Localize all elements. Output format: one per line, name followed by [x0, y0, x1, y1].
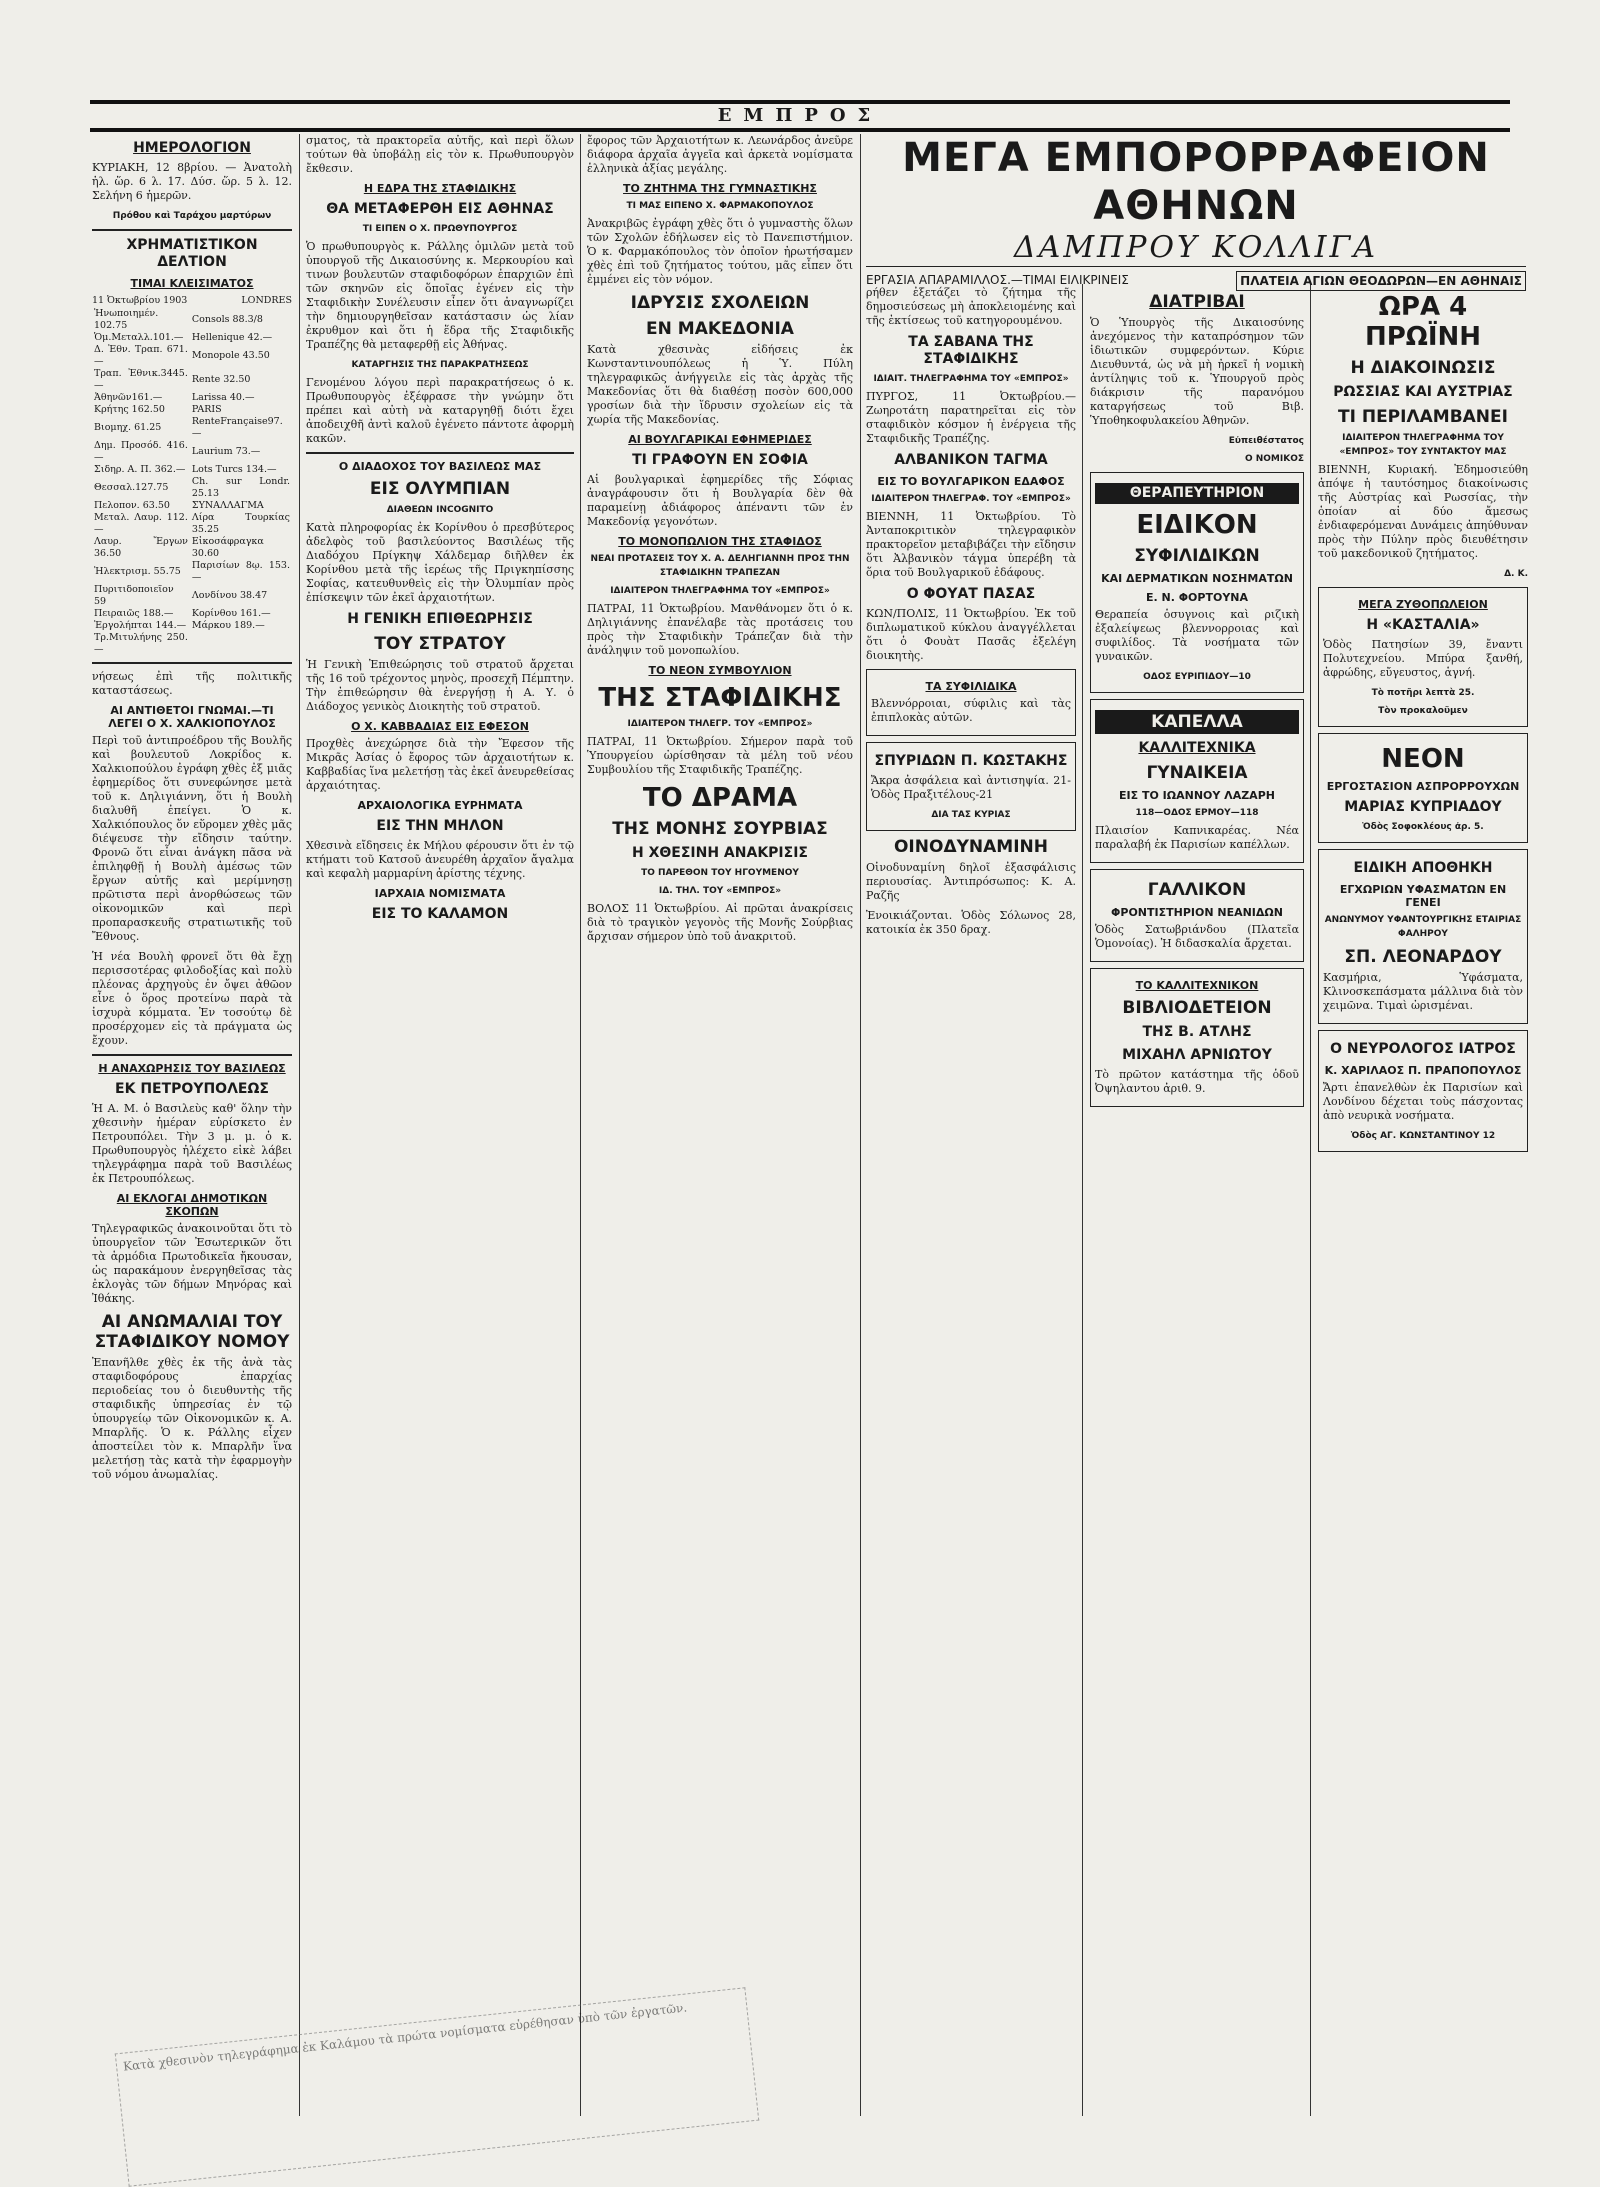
advertisement — [1318, 849, 1528, 1024]
king-body: Ἡ Α. Μ. ὁ Βασιλεὺς καθ' ὅλην τὴν χθεσινὴν ἡμέραν εὑρίσκετο ἐν Πετρουπόλει. Τὴν 3 μ. μ. ὁ κ. Πρωθυπουργὸς ἠλέχετο εἰκὲ λάβει τηλεγράφημα παρὰ τοῦ Βασιλέως ἐκ Πετρουπόλεως. — [92, 1102, 292, 1185]
market-cell-athens: Τραπ. Ἐθνικ.3445.— — [94, 368, 188, 391]
column-rule — [299, 134, 300, 2116]
article-heading: Ο ΦΟΥΑΤ ΠΑΣΑΣ — [906, 586, 1036, 602]
market-cell-athens: Λαυρ. Ἔργων 36.50 — [94, 536, 188, 559]
divider — [306, 452, 574, 454]
article-subheading: ΤΟ ΠΑΡΕΘΟΝ ΤΟΥ ΗΓΟΥΜΕΝΟΥ — [641, 868, 799, 878]
market-row — [92, 620, 292, 632]
article-heading: ΙΔΡΥΣΙΣ ΣΧΟΛΕΙΩΝ — [630, 293, 810, 313]
article-heading: ΤΟ ΝΕΟΝ ΣΥΜΒΟΥΛΙΟΝ — [648, 664, 792, 677]
king-heading: Η ΑΝΑΧΩΡΗΣΙΣ ΤΟΥ ΒΑΣΙΛΕΩΣ — [98, 1062, 286, 1075]
article-heading: ΤΟ ΔΡΑΜΑ — [642, 783, 798, 813]
article-subheading: ΙΔΙΑΙΤΕΡΟΝ ΤΗΛΕΓΡ. ΤΟΥ «ΕΜΠΡΟΣ» — [627, 719, 813, 729]
market-cell-athens: Τρ.Μιτυλήνης 250.— — [94, 632, 188, 655]
calendar-heading: ΗΜΕΡΟΛΟΓΙΟΝ — [133, 140, 251, 156]
antitheton-heading: ΑΙ ΑΝΤΙΘΕΤΟΙ ΓΝΩΜΑΙ.—ΤΙ ΛΕΓΕΙ Ο Χ. ΧΑΛΚΙΟΠΟΥΛΟΣ — [108, 704, 276, 730]
article-heading: ΑΛΒΑΝΙΚΟΝ ΤΑΓΜΑ — [894, 452, 1048, 468]
market-cell-foreign: Μάρκου 189.— — [191, 620, 265, 631]
market-cell-foreign: Monopole 43.50 — [191, 350, 270, 361]
article-body: Κατὰ πληροφορίας ἐκ Κορίνθου ὁ πρεσβύτερος ἀδελφὸς τοῦ βασιλεύοντος Βασιλέως τῆς Διαδόχου Πρίγκηψ Χάλδεμαρ διῆλθεν ἐκ Κορίνθου μετὰ τῆς ἱερέως τῆς Πριγκηπίσσης Σοφίας, κατευθυνθεὶς εἰς τὴν Ὀλυμπίαν πρὸς ἐπίσκεψιν τῶν ἐκεῖ ἀρχαιοτήτων. — [306, 521, 574, 604]
banner-right: ΠΛΑΤΕΙΑ ΑΓΙΩΝ ΘΕΟΔΩΡΩΝ—ΕΝ ΑΘΗΝΑΙΣ — [1236, 271, 1526, 291]
market-table — [92, 308, 292, 656]
article-body: ΒΙΕΝΝΗ, 11 Ὀκτωβρίου. Τὸ Ἀνταποκριτικὸν τηλεγραφικὸν πρακτορεῖον μεταβιβάζει τὴν εἴδησιν ὅτι Ἀλβανικὸν τάγμα ὑπερέβη τὰ ὅρια τοῦ Βουλγαρικοῦ ἐδάφους. — [866, 510, 1076, 579]
prices-heading: ΤΙΜΑΙ ΚΛΕΙΣΙΜΑΤΟΣ — [130, 277, 254, 290]
market-row — [92, 308, 292, 332]
ad-line: ΕΙΔΙΚΟΝ — [1136, 510, 1258, 540]
ad-address: Ὁδὸς Σοφοκλέους ἀρ. 5. — [1362, 822, 1484, 832]
slip-text: Κατὰ χθεσινὸν τηλεγράφημα ἐκ Καλάμου τὰ πρώτα νομίσματα εὑρέθησαν ὑπὸ τῶν ἐργατῶν. — [122, 2000, 688, 2074]
advertisement — [1090, 968, 1304, 1107]
article-body: Χθεσινὰ εἴδησεις ἐκ Μήλου φέρουσιν ὅτι ἐν τῷ κτήματι τοῦ Κατσοῦ ἀνευρέθη ἀρχαῖον ἄγαλμα καὶ κεφαλὴ μαρμαρίνη ἀρίστης τέχνης. — [306, 839, 574, 880]
banner-ad — [866, 134, 1526, 288]
article-heading: ΘΑ ΜΕΤΑΦΕΡΘΗ ΕΙΣ ΑΘΗΝΑΣ — [326, 201, 554, 217]
market-row — [92, 440, 292, 464]
market-row — [92, 584, 292, 608]
ad-line: ΜΙΧΑΗΛ ΑΡΝΙΩΤΟΥ — [1122, 1047, 1272, 1063]
market-dateline — [92, 294, 292, 308]
ad-subtitle: ΔΙΑ ΤΑΣ ΚΥΡΙΑΣ — [931, 810, 1011, 820]
market-row — [92, 404, 292, 416]
article-body: ΠΑΤΡΑΙ, 11 Ὀκτωβρίου. Μανθάνομεν ὅτι ὁ κ. Δηλιγιάννης ἐπανέλαβε τὰς προτάσεις του πρὸς τὴν Σταφιδικὴν Τράπεζαν διὰ τὴν ἀνάληψιν τοῦ μονοπωλίου. — [587, 602, 853, 657]
advertisement — [1318, 587, 1528, 727]
ad-text: Πλαισίον Καπνικαρέας. Νέα παραλαβή ἐκ Παρισίων καπέλλων. — [1095, 824, 1299, 851]
market-heading: ΧΡΗΜΑΤΙΣΤΙΚΟΝ ΔΕΛΤΙΟΝ — [126, 237, 258, 270]
article-subheading: Η ΧΘΕΣΙΝΗ ΑΝΑΚΡΙΣΙΣ — [632, 845, 808, 861]
ad-line: ΕΓΧΩΡΙΩΝ ΥΦΑΣΜΑΤΩΝ ΕΝ ΓΕΝΕΙ — [1339, 883, 1507, 909]
ad-title: ΤΟ ΚΑΛΛΙΤΕΧΝΙΚΟΝ — [1135, 979, 1259, 992]
column-rule — [1310, 284, 1311, 2116]
market-cell-athens: Μεταλ. Λαυρ. 112.— — [94, 512, 188, 535]
article-body: ΒΙΕΝΝΗ, Κυριακή. Ἐδημοσιεύθη ἀπόψε ἡ ταυτόσημος διακοίνωσις τῆς Αὐστρίας καὶ Ρωσσίας, τὴν ὁποίαν αἱ δύο ἄμεσως ἐνδιαφερόμεναι Δυνάμεις ἀπηύθυναν πρὸς τὴν Πύλην πρὸς διευθέτησιν τοῦ μακεδονικοῦ ζητήματος. — [1318, 463, 1528, 560]
market-cell-foreign: Laurium 73.— — [191, 446, 261, 457]
market-row — [92, 560, 292, 584]
advertisement — [1318, 733, 1528, 843]
ad-title: ΕΙΔΙΚΗ ΑΠΟΘΗΚΗ — [1353, 860, 1493, 876]
article-heading: ΤΗΣ ΣΤΑΦΙΔΙΚΗΣ — [598, 683, 842, 713]
article-body: Ἀνακριβῶς ἐγράφη χθὲς ὅτι ὁ γυμναστὴς ὅλων τῶν Σχολῶν ἐδήλωσεν εἰς τὸ Πανεπιστήμιον. Ὁ κ. Φαρμακόπουλος τὸν ὁποῖον ἠρωτήσαμεν χθὲς ἐπὶ τοῦ ζητήματος τούτου, μᾶς εἶπεν ὅτι ἐμμένει εἰς τὸν νόμον. — [587, 217, 853, 286]
ad-text: Ἄρτι ἐπανελθὼν ἐκ Παρισίων καὶ Λονδίνου δέχεται τοὺς πάσχοντας ἀπὸ νευρικὰ νοσήματα. — [1323, 1081, 1523, 1122]
ad-line: ΑΝΩΝΥΜΟΥ ΥΦΑΝΤΟΥΡΓΙΚΗΣ ΕΤΑΙΡΙΑΣ ΦΑΛΗΡΟΥ — [1324, 915, 1522, 939]
market-cell-athens: Ἠλεκτρισμ. 55.75 — [94, 566, 181, 577]
banner-title: ΜΕΓΑ ΕΜΠΟΡΟΡΡΑΦΕΙΟΝ ΑΘΗΝΩΝ — [902, 135, 1490, 229]
column-1 — [92, 134, 292, 2116]
article-body: Ὁ Ὑπουργὸς τῆς Δικαιοσύνης ἀνεχόμενος τὴν καταπρόσημον τῶν ἰδιωτικῶν συμφερόντων. Κύριε Διευθυντά, ὡς νὰ μὴ ἠρκεῖ ἡ νομικὴ ἀντίληψις τοῦ κ. Ὑπουργοῦ πρὸς διάκρισιν τῆς παρανόμου καταργήσεως τοῦ Βιβ. Ὑποθηκοφυλακείου Ἀθηνῶν. — [1090, 316, 1304, 427]
lead-text: ἔφορος τῶν Ἀρχαιοτήτων κ. Λεωνάρδος ἀνεῦρε διάφορα ἀρχαῖα ἀγγεῖα καὶ ἀρκετὰ νομίσματα ἑλληνικὰ ἀξίας μεγάλης. — [587, 134, 853, 175]
lead-text: νήσεως ἐπὶ τῆς πολιτικῆς καταστάσεως. — [92, 670, 292, 697]
article-heading: ΤΟ ΜΟΝΟΠΩΛΙΟΝ ΤΗΣ ΣΤΑΦΙΔΟΣ — [618, 535, 822, 548]
market-cell-athens: Θεσσαλ.127.75 — [94, 482, 169, 493]
ad-address: Ὁδὸς ΑΓ. ΚΩΝΣΤΑΝΤΙΝΟΥ 12 — [1350, 1131, 1496, 1141]
column-rule — [860, 134, 861, 2116]
ad-line: ΤΗΣ Β. ΑΤΛΗΣ — [1142, 1024, 1252, 1040]
advertisement — [1090, 699, 1304, 863]
article-heading: ΤΗΣ ΜΟΝΗΣ ΣΟΥΡΒΙΑΣ — [612, 819, 828, 839]
ad-sign: Τὸν προκαλοῦμεν — [1378, 706, 1468, 716]
article-heading: ΑΡΧΑΙΟΛΟΓΙΚΑ ΕΥΡΗΜΑΤΑ — [357, 799, 523, 812]
signature: Δ. Κ. — [1504, 569, 1528, 579]
market-row — [92, 500, 292, 512]
market-row — [92, 416, 292, 440]
ad-text: Κασμήρια, Ὑφάσματα, Κλινοσκεπάσματα μάλλινα διὰ τὸν χειμῶνα. Τιμαὶ ὡρισμέναι. — [1323, 971, 1523, 1012]
ad-title: ΘΕΡΑΠΕΥΤΗΡΙΟΝ — [1095, 483, 1299, 504]
article-heading: ΕΙΣ ΤΟ ΒΟΥΛΓΑΡΙΚΟΝ ΕΔΑΦΟΣ — [877, 475, 1065, 488]
banner-subtitle: ΔΑΜΠΡΟΥ ΚΟΛΛΙΓΑ — [1014, 230, 1378, 265]
column-3 — [587, 134, 853, 2116]
market-cell-athens: Πελοπον. 63.50 — [94, 500, 170, 511]
market-cell-foreign: Λίρα Τουρκίας 35.25 — [191, 512, 290, 535]
article-heading: Η ΔΙΑΚΟΙΝΩΣΙΣ — [1350, 358, 1496, 378]
market-cell-athens: Κρήτης 162.50 — [94, 404, 165, 415]
advertisement — [1090, 869, 1304, 962]
ad-title: ΜΕΓΑ ΖΥΘΟΠΩΛΕΙΟΝ — [1358, 598, 1488, 611]
ad-line: ΚΑΛΛΙΤΕΧΝΙΚΑ — [1138, 740, 1256, 756]
ad-title: ΚΑΠΕΛΛΑ — [1095, 710, 1299, 734]
article-subheading: ΙΔΙΑΙΤ. ΤΗΛΕΓΡΑΦΗΜΑ ΤΟΥ «ΕΜΠΡΟΣ» — [873, 374, 1069, 384]
market-row — [92, 464, 292, 476]
ad-price: Τὸ ποτῆρι λεπτὰ 25. — [1371, 688, 1475, 698]
article-heading: ΩΡΑ 4 ΠΡΩΪΝΗ — [1364, 292, 1482, 352]
ad-line: ΓΥΝΑΙΚΕΙΑ — [1146, 763, 1248, 783]
ad-text: Ὁδὸς Σατωβριάνδου (Πλατεῖα Ὁμονοίας). Ἡ διδασκαλία ἄρχεται. — [1095, 923, 1299, 950]
market-row — [92, 344, 292, 368]
ad-line: ΦΡΟΝΤΙΣΤΗΡΙΟΝ ΝΕΑΝΙΔΩΝ — [1111, 906, 1283, 919]
antitheton-body: Περὶ τοῦ ἀντιπροέδρου τῆς Βουλῆς καὶ βουλευτοῦ Λοκρίδος κ. Χαλκιοπούλου ἐγράφη χθὲς ἐξ μιᾶς ἐφημερίδος ὅτι συνεφώνησε μετὰ τοῦ κ. Δηλιγιάννη, ὅτι ἡ Βουλὴ διαλυθῆ ἐπείγει. Ὁ κ. Χαλκιόπουλος ὅν εὕρομεν χθὲς μᾶς διέψευσε τὴν εἴδησιν ταύτην. Φρονῶ ὅτι εἶναι ἀνάγκη πᾶσα νὰ ἐπιληφθῇ ἡ Βουλὴ ἀμέσως τῶν ἔργων αὐτῆς καὶ μερίμνησῃ πρῶτιστα περὶ ἀνορθώσεως τῶν οἰκονομικῶν καὶ περὶ προπαρασκευῆς στρατιωτικῆς τοῦ Ἔθνους. — [92, 734, 292, 943]
newspaper-title: ΕΜΠΡΟΣ — [710, 105, 891, 126]
article-heading: ΟΙΝΟΔΥΝΑΜΙΝΗ — [893, 837, 1048, 857]
market-cell-foreign: PARIS — [191, 404, 222, 415]
article-body: ΚΩΝ/ΠΟΛΙΣ, 11 Ὀκτωβρίου. Ἐκ τοῦ διπλωματικοῦ κύκλου ἀναγγέλλεται ὅτι ὁ Φουὰτ Πασᾶς ἐξελέγη διοικητὴς. — [866, 607, 1076, 662]
advertisement — [1318, 1030, 1528, 1152]
market-row — [92, 392, 292, 404]
ad-line: Ε. Ν. ΦΟΡΤΟΥΝΑ — [1145, 591, 1249, 604]
ad-title: Ο ΝΕΥΡΟΛΟΓΟΣ ΙΑΤΡΟΣ — [1330, 1041, 1516, 1057]
market-row — [92, 332, 292, 344]
market-row — [92, 512, 292, 536]
article-body: Κατὰ χθεσινὰς εἰδήσεις ἐκ Κωνσταντινουπόλεως ἡ Ὑ. Πύλη τηλεγραφικῶς ἀνήγγειλε εἰς τὰς ἀρχὰς τῆς Μακεδονίας ὅτι θὰ διαθέσῃ ποσὸν 600,000 γροσίων διὰ τὴν ἵδρυσιν σχολείων εἰς τὰ χωρία τῆς Μακεδονίας. — [587, 343, 853, 426]
market-cell-athens: Ἡνωποιημέν. 102.75 — [94, 308, 159, 331]
ad-text: Ἄκρα ἀσφάλεια καὶ ἀντισηψία. 21-Ὁδὸς Πραξιτέλους-21 — [871, 774, 1071, 801]
ad-line: Κ. ΧΑΡΙΛΑΟΣ Π. ΠΡΑΠΟΠΟΥΛΟΣ — [1324, 1064, 1522, 1077]
market-cell-athens: Δ. Ἐθν. Τραπ. 671.— — [94, 344, 188, 367]
market-row — [92, 632, 292, 656]
market-cell-foreign: Λονδίνου 38.47 — [191, 590, 268, 601]
king-subheading: ΕΚ ΠΕΤΡΟΥΠΟΛΕΩΣ — [115, 1081, 269, 1097]
calendar-text: ΚΥΡΙΑΚΗ, 12 8βρίου. — Ἀνατολὴ ἡλ. ὥρ. 6 λ. 17. Δύσ. ὥρ. 5 λ. 12. Σελήνη 6 ἡμερῶν. — [92, 161, 292, 202]
article-heading: Ο Χ. ΚΑΒΒΑΔΙΑΣ ΕΙΣ ΕΦΕΣΟΝ — [351, 720, 529, 733]
article-body: Ὁ πρωθυπουργὸς κ. Ράλλης ὁμιλῶν μετὰ τοῦ ὑπουργοῦ τῆς Δικαιοσύνης κ. Μερκουρίου καὶ τινων βουλευτῶν σταφιδοφόρων ἐπαρχιῶν ἐπὶ τῶν σκηνῶν εἰς ὅποῖας ἐγένεν εἰς τὴν Σταφιδικὴν Συνέλευσιν εἶπεν ὅτι ἀναγνωρίζει τὴν δημιουργηθεῖσαν κατάστασιν ὡς λίαν ἐκρυθμον καὶ ὅτι ἡ ἕδρα τῆς Σταφιδικῆς Τραπέζης θὰ μεταφερθῇ εἰς Ἀθήνας. — [306, 240, 574, 351]
article-heading: ΤΟ ΖΗΤΗΜΑ ΤΗΣ ΓΥΜΝΑΣΤΙΚΗΣ — [623, 182, 817, 195]
ad-line: ΣΥΦΙΛΙΔΙΚΩΝ — [1134, 546, 1260, 566]
article-body: Προχθὲς ἀνεχώρησε διὰ τὴν Ἔφεσον τῆς Μικρᾶς Ἀσίας ὁ ἔφορος τῶν ἀρχαιοτήτων κ. Καββαδίας ἵνα μελετήσῃ τὰς ἐκεῖ ἀνευρεθείσας ἀρχαιότητας. — [306, 737, 574, 792]
market-cell-athens: Πειραιῶς 188.— — [94, 608, 174, 619]
market-row — [92, 536, 292, 560]
lead-text: ρήθεν ἐξετάζει τὸ ζήτημα τῆς δημοσιεύσεως μὴ ἀποκλειομένης καὶ τῆς ἐκτίσεως τοῦ κατηγορουμένου. — [866, 286, 1076, 327]
article-subheading: ΝΕΑΙ ΠΡΟΤΑΣΕΙΣ ΤΟΥ Χ. Α. ΔΕΛΗΓΙΑΝΝΗ ΠΡΟΣ ΤΗΝ ΣΤΑΦΙΔΙΚΗΝ ΤΡΑΠΕΖΑΝ — [590, 554, 850, 578]
market-cell-athens: Βιομηχ. 61.25 — [94, 422, 162, 433]
article-body: Οἰνοδυναμίνη δηλοῖ ἐξασφάλισις περιουσίας. Ἀντιπρόσωπος: Κ. Α. Ραζῆς — [866, 861, 1076, 902]
ad-title: ΝΕΟΝ — [1381, 744, 1465, 774]
ad-address: 118—ΟΔΟΣ ΕΡΜΟΥ—118 — [1135, 808, 1259, 818]
article-heading: Ο ΔΙΑΔΟΧΟΣ ΤΟΥ ΒΑΣΙΛΕΩΣ ΜΑΣ — [338, 460, 542, 473]
ad-line: ΜΑΡΙΑΣ ΚΥΠΡΙΑΔΟΥ — [1344, 799, 1502, 815]
banner-left: ΕΡΓΑΣΙΑ ΑΠΑΡΑΜΙΛΛΟΣ.—ΤΙΜΑΙ ΕΙΛΙΚΡΙΝΕΙΣ — [866, 273, 1129, 287]
column-5 — [1090, 286, 1304, 2116]
ad-text: Θεραπεία ὁσυγνοις καὶ ριζικὴ ἐξαλείψεως βλεννορροιας καὶ συφιλίδος. Τὰ νοσήματα τῶν γυναικῶν. — [1095, 608, 1299, 663]
column-rule — [580, 134, 581, 2116]
ad-line: ΣΠ. ΛΕΟΝΑΡΔΟΥ — [1344, 947, 1502, 967]
market-cell-athens: Ὁμ.Μεταλλ.101.— — [94, 332, 184, 343]
staf-heading: ΑΙ ΑΝΩΜΑΛΙΑΙ ΤΟΥ ΣΤΑΦΙΔΙΚΟΥ ΝΟΜΟΥ — [94, 1312, 290, 1352]
article-subheading: ΔΙΑΘΕΩΝ INCOGNITO — [386, 505, 494, 515]
article-subheading: ΤΙ ΜΑΣ ΕΙΠΕΝΟ Χ. ΦΑΡΜΑΚΟΠΟΥΛΟΣ — [626, 201, 814, 211]
article-heading: ΤΟΥ ΣΤΡΑΤΟΥ — [374, 634, 506, 654]
ad-line: ΕΡΓΟΣΤΑΣΙΟΝ ΑΣΠΡΟΡΡΟΥΧΩΝ — [1326, 780, 1520, 793]
market-cell-athens: Πυριτιδοποιεῖον 59 — [94, 584, 174, 607]
elections-body: Τηλεγραφικῶς ἀνακοινοῦται ὅτι τὸ ὑπουργεῖον τῶν Ἐσωτερικῶν ὅτι τὰ ἁρμόδια Πρωτοδικεῖα ἤκουσαν, ὡς παρακάμουν ἐνεργηθεῖσας τὰς ἐκλογὰς τῶν δήμων Μηνόρας καὶ Ἰθάκης. — [92, 1222, 292, 1305]
article-subheading: ΙΔΙΑΙΤΕΡΟΝ ΤΗΛΕΓΡΑΦ. ΤΟΥ «ΕΜΠΡΟΣ» — [871, 494, 1071, 504]
ad-title: ΤΑ ΣΥΦΙΛΙΔΙΚΑ — [925, 680, 1017, 693]
market-cell-foreign: ΣΥΝΑΛΛΑΓΜΑ — [191, 500, 264, 511]
market-cell-athens: Ἐργολήπται 144.— — [94, 620, 187, 631]
market-row — [92, 608, 292, 620]
market-cell-athens: Ἀθηνῶν161.— — [94, 392, 163, 403]
advertisement — [1090, 472, 1304, 693]
market-cell-foreign: Rente 32.50 — [191, 374, 251, 385]
article-heading: Η ΕΔΡΑ ΤΗΣ ΣΤΑΦΙΔΙΚΗΣ — [363, 182, 517, 195]
article-heading: ΕΙΣ ΤΟ ΚΑΛΑΜΟΝ — [371, 906, 509, 922]
calendar-note: Πρόθου καὶ Ταράχου μαρτύρων — [112, 211, 272, 221]
market-cell-foreign: Ch. sur Londr. 25.13 — [191, 476, 290, 499]
ad-text: Ὁδὸς Πατησίων 39, ἔναντι Πολυτεχνείου. Μπύρα ξανθή, ἀφρώδης, εὔγευστος, ἁγνή. — [1323, 638, 1523, 679]
market-cell-foreign — [190, 632, 292, 656]
market-cell-foreign: RenteFrançaise97.— — [191, 416, 283, 439]
advertisement — [866, 742, 1076, 831]
article-heading: ΤΙ ΠΕΡΙΛΑΜΒΑΝΕΙ — [1338, 407, 1508, 427]
divider — [92, 1054, 292, 1056]
article-heading: ΑΙ ΒΟΥΛΓΑΡΙΚΑΙ ΕΦΗΜΕΡΙΔΕΣ — [628, 433, 812, 446]
article-heading: ΕΙΣ ΟΛΥΜΠΙΑΝ — [369, 479, 511, 499]
ad-line: ΕΙΣ ΤΟ ΙΩΑΝΝΟΥ ΛΑΖΑΡΗ — [1119, 789, 1275, 802]
market-cell-foreign: Hellenique 42.— — [191, 332, 273, 343]
divider — [92, 229, 292, 231]
column-6 — [1318, 286, 1528, 2116]
article-heading: Η ΓΕΝΙΚΗ ΕΠΙΘΕΩΡΗΣΙΣ — [347, 611, 533, 627]
ad-line: ΒΙΒΛΙΟΔΕΤΕΙΟΝ — [1122, 998, 1272, 1018]
article-body: Αἱ βουλγαρικαὶ ἐφημερίδες τῆς Σόφιας ἀναγράφουσιν ὅτι ἡ Βουλγαρία δὲν θὰ παραμείνῃ ἀδιάφορος ἀπέναντι τῶν ἐν Μακεδονίᾳ γεγονότων. — [587, 473, 853, 528]
new-chamber-body: Ἡ νέα Βουλὴ φρονεῖ ὅτι θὰ ἔχῃ περισσοτέρας φιλοδοξίας καὶ πολὺ πλέονας ἀρχηγοὺς ἐν ὄψει ἀθῶον εἶνε ὁ ὅρος προτείνω παρὰ τὰ ἰσχυρὰ κόμματα. Ἐν τοσούτῳ δὲ προσέρχομεν εἰς τὰ πράγματα ὡς ἔχουν. — [92, 950, 292, 1047]
article-subheading: ΚΑΤΑΡΓΗΣΙΣ ΤΗΣ ΠΑΡΑΚΡΑΤΗΣΕΩΣ — [351, 360, 529, 370]
market-row — [92, 368, 292, 392]
column-2 — [306, 134, 574, 2116]
ad-address: ΟΔΟΣ ΕΥΡΙΠΙΔΟΥ—10 — [1143, 672, 1251, 682]
market-cell-foreign: Κορίνθου 161.— — [191, 608, 271, 619]
ad-title: ΓΑΛΛΙΚΟΝ — [1147, 880, 1247, 900]
lead-text: σματος, τὰ πρακτορεῖα αὐτῆς, καὶ περὶ ὅλων τούτων θὰ ὑποβάλῃ εἰς τὸν κ. Πρωθυπουργὸν ἔκθεσιν. — [306, 134, 574, 175]
masthead — [90, 100, 1510, 132]
article-body: Γενομένου λόγου περὶ παρακρατήσεως ὁ κ. Πρωθυπουργὸς ἐξέφρασε τὴν γνώμην ὅτι πρέπει καὶ αὐτὴ νὰ καταργηθῇ διότι ἔχει ἀποδειχθῆ ἀντὶ καλοῦ ἐγένετο πάντοτε ἀφορμὴ κακῶν. — [306, 376, 574, 445]
signature: Εὐπειθέστατος — [1228, 436, 1304, 446]
article-body: Ἡ Γενικὴ Ἐπιθεώρησις τοῦ στρατοῦ ἄρχεται τῆς 16 τοῦ τρέχοντος μηνὸς, προσεχῆ Πέμπτην. Τὴν ἐπιθεώρησιν θὰ ἐνεργήσῃ ἡ Α. Υ. ὁ Διάδοχος γενικὸς Διοικητὴς τοῦ στρατοῦ. — [306, 658, 574, 713]
ad-title: ΣΠΥΡΙΔΩΝ Π. ΚΩΣΤΑΚΗΣ — [874, 753, 1068, 769]
market-cell-athens: Σιδηρ. Α. Π. 362.— — [94, 464, 186, 475]
column-4 — [866, 286, 1076, 2116]
advertisement — [866, 669, 1076, 736]
column-rule — [1082, 284, 1083, 2116]
article-subheading: ΤΙ ΕΙΠΕΝ Ο Χ. ΠΡΩΘΥΠΟΥΡΓΟΣ — [362, 224, 518, 234]
market-row — [92, 476, 292, 500]
article-subheading: ΙΔ. ΤΗΛ. ΤΟΥ «ΕΜΠΡΟΣ» — [658, 886, 782, 896]
article-heading: ΔΙΑΤΡΙΒΑΙ — [1149, 292, 1245, 312]
article-heading: ΤΑ ΣΑΒΑΝΑ ΤΗΣ ΣΤΑΦΙΔΙΚΗΣ — [908, 334, 1034, 367]
market-cell-foreign: Consols 88.3/8 — [191, 314, 263, 325]
article-body: ΒΟΛΟΣ 11 Ὀκτωβρίου. Αἱ πρῶται ἀνακρίσεις διὰ τὸ τραγικὸν γεγονὸς τῆς Μονῆς Σούρβιας ἄρχισαν σήμερον ὑπὸ τοῦ ἀνακριτοῦ. — [587, 902, 853, 943]
ad-line: ΚΑΙ ΔΕΡΜΑΤΙΚΩΝ ΝΟΣΗΜΑΤΩΝ — [1101, 572, 1293, 585]
market-date: 11 Ὀκτωβρίου 1903 — [92, 295, 188, 306]
article-heading: ΕΙΣ ΤΗΝ ΜΗΛΟΝ — [376, 818, 504, 834]
ad-text: Τὸ πρῶτον κατάστημα τῆς ὁδοῦ Ὀψηλαντου ἀριθ. 9. — [1095, 1068, 1299, 1095]
signature-name: Ο ΝΟΜΙΚΟΣ — [1244, 454, 1304, 464]
market-cell-foreign: Παρισίων 8ῳ. 153.— — [191, 560, 290, 583]
market-cell-foreign: Εἰκοσάφραγκα 30.60 — [191, 536, 264, 559]
divider — [92, 662, 292, 664]
notice: Ἐνοικιάζονται. Ὁδὸς Σόλωνος 28, κατοικία ἐκ 350 δραχ. — [866, 909, 1076, 936]
article-subheading: ΙΔΙΑΙΤΕΡΟΝ ΤΗΛΕΓΡΑΦΗΜΑ ΤΟΥ «ΕΜΠΡΟΣ» — [610, 586, 830, 596]
article-body: ΠΥΡΓΟΣ, 11 Ὀκτωβρίου.—Ζωηροτάτη παρατηρεῖται εἰς τὸν σταφιδικὸν κόσμον ἡ ἐνέργεια τῆς Σταφιδικῆς Τραπέζης. — [866, 390, 1076, 445]
article-subheading: ΤΙ ΓΡΑΦΟΥΝ ΕΝ ΣΟΦΙΑ — [632, 452, 808, 468]
market-cell-foreign: Larissa 40.— — [191, 392, 255, 403]
market-london: LONDRES — [241, 295, 292, 306]
ad-text: Βλεννόρροιαι, σύφιλις καὶ τὰς ἐπιπλοκὰς αὐτῶν. — [871, 697, 1071, 724]
article-body: ΠΑΤΡΑΙ, 11 Ὀκτωβρίου. Σήμερον παρὰ τοῦ Ὑπουργείου ὡρίσθησαν τὰ μέλη τοῦ νέου Συμβουλίου τῆς Σταφιδικῆς Τραπέζης. — [587, 735, 853, 776]
article-subheading: ΙΔΙΑΙΤΕΡΟΝ ΤΗΛΕΓΡΑΦΗΜΑ ΤΟΥ «ΕΜΠΡΟΣ» ΤΟΥ ΣΥΝΤΑΚΤΟΥ ΜΑΣ — [1339, 433, 1507, 457]
market-cell-athens: Δημ. Προσόδ. 416.— — [94, 440, 188, 463]
market-cell-foreign: Lots Turcs 134.— — [191, 464, 277, 475]
article-heading: ΡΩΣΣΙΑΣ ΚΑΙ ΑΥΣΤΡΙΑΣ — [1333, 384, 1513, 400]
article-heading: ΕΝ ΜΑΚΕΔΟΝΙΑ — [646, 319, 794, 339]
staf-body: Ἐπανῆλθε χθὲς ἐκ τῆς ἀνὰ τὰς σταφιδοφόρους ἐπαρχίας περιοδείας του ὁ διευθυντὴς τῆς σταφιδικῆς ὑπηρεσίας ἐν τῷ ὑπουργείῳ τῶν Οἰκονομικῶν κ. Α. Μπαρλῆς. Ὁ κ. Ράλλης εἶχεν ἀποστείλει τὸν κ. Μπαρλῆν ἵνα μελετήσῃ τὰς κατὰ τὴν ἐφαρμογὴν τοῦ νόμου ἀνωμαλίας. — [92, 1356, 292, 1481]
elections-heading: ΑΙ ΕΚΛΟΓΑΙ ΔΗΜΟΤΙΚΩΝ ΣΚΟΠΩΝ — [116, 1192, 268, 1218]
ad-line: Η «ΚΑΣΤΑΛΙΑ» — [1366, 617, 1480, 633]
article-heading: ΙΑΡΧΑΙΑ ΝΟΜΙΣΜΑΤΑ — [374, 887, 506, 900]
